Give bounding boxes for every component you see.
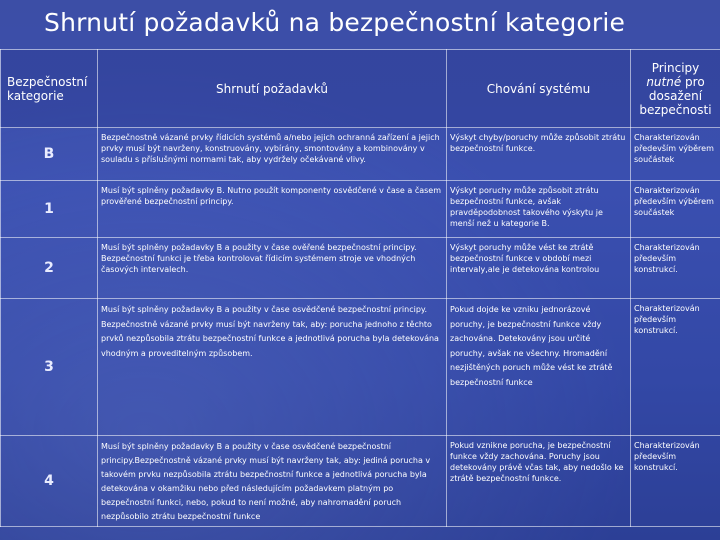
category-label: 2 xyxy=(44,259,54,276)
requirements-cell: Musí být splněny požadavky B a použity v čase osvědčené bezpečnostní principy. Bezpečnostně vázané prvky musí být navrženy tak, aby: porucha jednoho z těchto prvků nezpůsobila ztrátu bezpečnostní funkce a jednotlivá porucha byla detekována vhodným a proveditelným způsobem. xyxy=(98,299,447,436)
requirements-table xyxy=(0,49,720,527)
category-cell xyxy=(1,128,98,181)
principles-cell: Charakterizován především konstrukcí. xyxy=(631,299,720,436)
behavior-cell: Pokud vznikne porucha, je bezpečnostní funkce vždy zachována. Poruchy jsou detekovány právě včas tak, aby nedošlo ke ztrátě bezpečnostní funkce. xyxy=(447,436,631,527)
category-label: B xyxy=(43,145,55,162)
category-cell xyxy=(1,181,98,238)
requirements-cell: Musí být splněny požadavky B a použity v čase ověřené bezpečnostní principy. Bezpečnostní funkci je třeba kontrolovat řídicím systémem stroje ve vhodných časových intervalech. xyxy=(98,238,447,299)
page-title: Shrnutí požadavků na bezpečnostní kategorie xyxy=(44,8,626,37)
table-header-row xyxy=(1,50,720,128)
header-principles-em: nutné xyxy=(646,74,682,89)
category-label: 4 xyxy=(44,472,54,489)
requirements-cell: Bezpečnostně vázané prvky řídicích systémů a/nebo jejich ochranná zařízení a jejich prvky musí být navrženy, konstruovány, vybírány, smontovány a kombinovány v souladu s příslušnými normami tak, aby vydržely očekávané vlivy. xyxy=(98,128,447,181)
behavior-cell: Pokud dojde ke vzniku jednorázové poruchy, je bezpečnostní funkce vždy zachována. Detekovány jsou určité poruchy, avšak ne všechny. Hromadění nezjištěných poruch může vést ke ztrátě bezpečnostní funkce xyxy=(447,299,631,436)
behavior-cell: Výskyt poruchy může způsobit ztrátu bezpečnostní funkce, avšak pravděpodobnost takového výskytu je menší než u kategorie B. xyxy=(447,181,631,238)
category-cell xyxy=(1,436,98,527)
principles-cell: Charakterizován především výběrem součástek xyxy=(631,181,720,238)
principles-cell: Charakterizován především konstrukcí. xyxy=(631,436,720,527)
header-principles xyxy=(631,50,720,128)
table-row xyxy=(1,238,720,299)
table-row xyxy=(1,299,720,436)
category-label: 3 xyxy=(44,358,54,375)
header-principles-rest: pro dosažení bezpečnosti xyxy=(639,74,712,117)
principles-cell: Charakterizován především konstrukcí. xyxy=(631,238,720,299)
header-principles-word: Principy xyxy=(651,60,700,75)
category-cell xyxy=(1,238,98,299)
header-requirements: Shrnutí požadavků xyxy=(98,50,447,128)
header-category: Bezpečnostní kategorie xyxy=(1,50,98,128)
header-behavior: Chování systému xyxy=(447,50,631,128)
behavior-cell: Výskyt poruchy může vést ke ztrátě bezpečnostní funkce v období mezi intervaly,ale je detekována kontrolou xyxy=(447,238,631,299)
category-cell xyxy=(1,299,98,436)
table-row xyxy=(1,181,720,238)
requirements-cell: Musí být splněny požadavky B. Nutno použít komponenty osvědčené v čase a časem prověřené bezpečnostní principy. xyxy=(98,181,447,238)
requirements-cell: Musí být splněny požadavky B a použity v čase osvědčené bezpečnostní principy.Bezpečnostně vázané prvky musí být navrženy tak, aby: jediná porucha v takovém prvku nezpůsobila ztrátu bezpečnostní funkce a jednotlivá porucha byla detekována v okamžiku nebo před následujícím požadavkem platným po bezpečnostní funkci, nebo, pokud to není možné, aby nahromadění poruch nezpůsobilo ztrátu bezpečnostní funkce xyxy=(98,436,447,527)
category-label: 1 xyxy=(44,200,54,217)
table-row xyxy=(1,128,720,181)
principles-cell: Charakterizován především výběrem součástek xyxy=(631,128,720,181)
behavior-cell: Výskyt chyby/poruchy může způsobit ztrátu bezpečnostní funkce. xyxy=(447,128,631,181)
table-row xyxy=(1,436,720,527)
